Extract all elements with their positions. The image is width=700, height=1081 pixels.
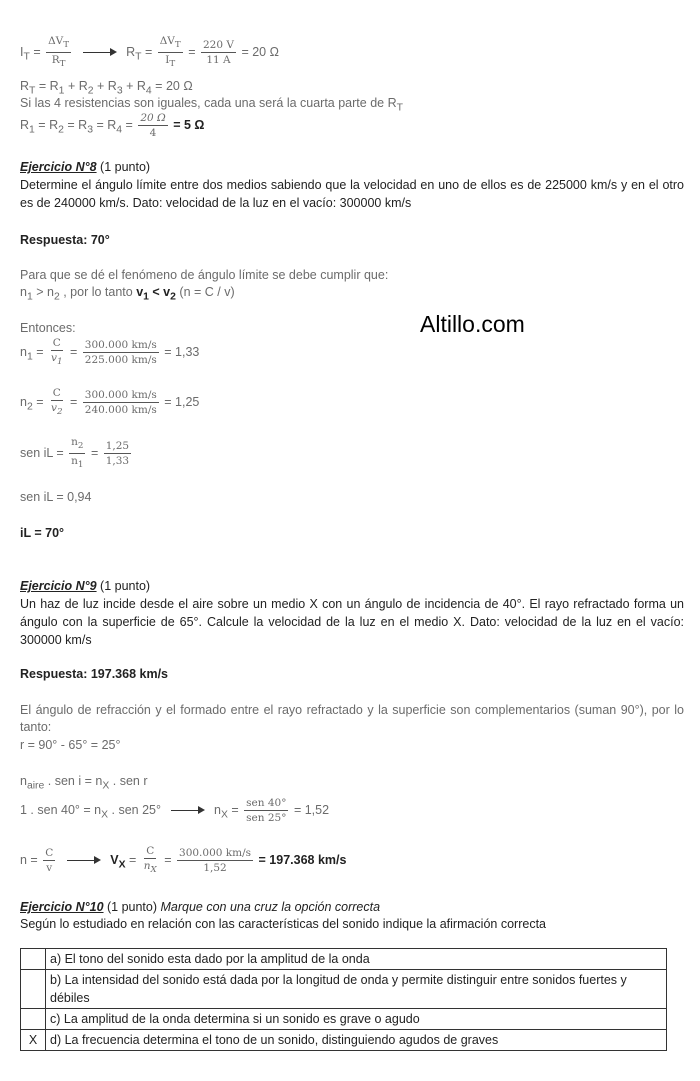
fraction-20-4: $\frac{20 \Omega}{4}$ [140,112,166,139]
fraction-dvt-rt: $\frac{\Delta V_T}{R_T}$ [48,35,70,70]
equal-resistances-text: Si las 4 resistencias son iguales, cada una será la cuarta parte de $R_T$ [20,96,403,114]
ej9-explanation: El ángulo de refracción y el formado entre el rayo refractado y la superficie son complementarios (suman 90°), por lo tanto: [20,703,684,734]
ej10-statement: Según lo estudiado en relación con las características del sonido indique la afirmación correcta [20,917,546,931]
ej9-r-line: r = 90° - 65° = 25° [20,738,121,752]
ej8-then: Entonces: [20,321,76,335]
each-resistance-line: $R_1 = R_2 = R_3 = R_4$ = $\frac{20 \Omega}{4}$ = 5 Ω [20,112,205,139]
ej8-title-line: Ejercicio N°8 (1 punto) [20,160,151,174]
option-row-b[interactable] [21,970,667,1009]
fraction-220-11: $\frac{220 V}{11 A}$ [203,39,234,67]
watermark: Altillo.com [420,311,525,337]
option-text: d) La frecuencia determina el tono de un sonido, distinguiendo agudos de graves [46,1030,667,1051]
ej9-velocity-line: n = $\frac{C}{v}$ $V_X$ = $\frac{C}{n_X}$ = $\frac{300.000 km/s}{1,52}$ = 197.368 km/s [20,845,347,876]
option-text: b) La intensidad del sonido está dada por la longitud de onda y permite distinguir entre sonidos fuertes y débiles [46,970,667,1009]
ej9-statement: Un haz de luz incide desde el aire sobre un medio X con un ángulo de incidencia de 40°. El rayo refractado forma un ángulo con la superficie de 65°. Calcule la velocidad de la luz en el medio X. Dato: velocidad de la luz en el vacío: 300000 km/s [20,597,684,647]
ohm-formula-line: $I_T$ = $\frac{\Delta V_T}{R_T}$ $R_T$ = $\frac{\Delta V_T}{I_T}$ = $\frac{220 V}{11 A}$ = 20 Ω [20,35,279,70]
option-mark[interactable] [21,949,46,970]
ej8-statement: Determine el ángulo límite entre dos medios sabiendo que la velocidad en uno de ellos es de 225000 km/s y en el otro es de 240000 km/s. Dato: velocidad de la luz en el vacío: 300000 km/s [20,178,684,210]
ej9-snell-line: $n_{aire}$ . sen $i = n_X$ . sen r [20,774,148,792]
arrow-icon [67,856,101,866]
arrow-icon [83,48,117,58]
option-text: c) La amplitud de la onda determina si un sonido es grave o agudo [46,1009,667,1030]
option-mark[interactable] [21,1009,46,1030]
ej9-title-line: Ejercicio N°9 (1 punto) [20,579,151,593]
ej8-sen-result: sen iL = 0,94 [20,490,92,504]
option-row-d[interactable] [21,1030,667,1051]
fraction-dvt-it: $\frac{\Delta V_T}{I_T}$ [159,35,181,70]
ej8-sen-line: sen iL = $\frac{n_2}{n_1}$ = $\frac{1,25}{1,33}$ [20,436,130,471]
ej9-calc-line: 1 . sen $40^\circ = n_X$ . sen 25° $n_X$ = $\frac{\text{sen 40°}}{\text{sen 25°}}$ = 1,52 [20,797,330,824]
option-row-c[interactable] [21,1009,667,1030]
ej8-n2-line: $n_2$ = $\frac{C}{v_2}$ = $\frac{300.000 km/s}{240.000 km/s}$ = 1,25 [20,387,200,418]
ej8-n1-line: $n_1$ = $\frac{C}{v_1}$ = $\frac{300.000 km/s}{225.000 km/s}$ = 1,33 [20,337,200,368]
options-table [20,948,667,1051]
ej8-condition: Para que se dé el fenómeno de ángulo límite se debe cumplir que: [20,268,389,282]
ej8-il-result: iL = 70° [20,526,65,540]
ej8-answer: Respuesta: 70° [20,233,110,247]
option-row-a[interactable] [21,949,667,970]
option-mark[interactable] [21,970,46,1009]
ej8-condition-2: $n_1 > n_2$ , por lo tanto $v_1 < v_2$ (n = C / v) [20,285,235,303]
ej10-title-line: Ejercicio N°10 (1 punto) Marque con una cruz la opción correcta [20,900,381,914]
option-text: a) El tono del sonido esta dado por la amplitud de la onda [46,949,667,970]
arrow-icon [171,806,205,816]
ej9-answer: Respuesta: 197.368 km/s [20,667,169,681]
series-sum-line: $R_T = R_1 + R_2 + R_3 + R_4 = 20$ Ω [20,79,193,97]
option-mark[interactable]: X [21,1030,46,1051]
